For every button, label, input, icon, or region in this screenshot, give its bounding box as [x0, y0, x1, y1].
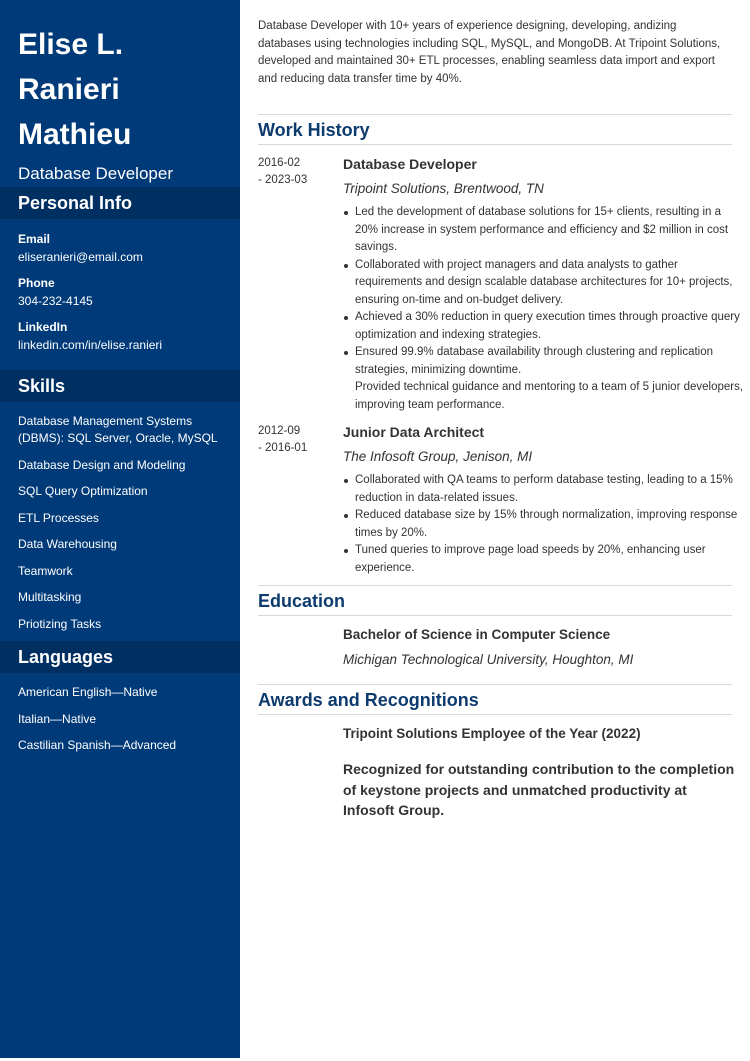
sidebar — [0, 0, 240, 1058]
personal-info-heading: Personal Info — [0, 187, 240, 219]
professional-summary: Database Developer with 10+ years of experience designing, developing, andizing databases using technologies including SQL, MySQL, and MongoDB. At Tripoint Solutions, developed and maintained 30+ ETL processes, enabling seamless data import and export and reducing data transfer time by 40%. — [258, 20, 721, 85]
candidate-name — [0, 0, 240, 157]
job-title: Database Developer — [343, 156, 477, 172]
linkedin-block — [18, 319, 228, 353]
email-block — [18, 231, 228, 265]
skill-item: Priotizing Tasks — [18, 616, 102, 631]
job-dates: 2016-02 - 2023-03 — [258, 157, 308, 186]
phone-block — [18, 275, 228, 309]
list-item: Ensured 99.9% database availability through clustering and replication strategies, minimizing downtime. — [355, 344, 745, 379]
name-line-3: Mathieu — [18, 118, 132, 151]
list-item: Tuned queries to improve page load speeds by 20%, enhancing user experience. — [355, 542, 745, 577]
skill-item: Database Management Systems (DBMS): SQL Server, Oracle, MySQL — [18, 414, 218, 445]
divider — [258, 144, 732, 145]
skill-item: Data Warehousing — [18, 537, 117, 551]
list-item: Collaborated with project managers and data analysts to gather requirements and design scalable database architectures for 10+ projects, ensuring on-time and on-budget delivery. — [355, 257, 745, 310]
award-description: Recognized for outstanding contribution to the completion of keystone projects and unmatched productivity at Infosoft Group. — [343, 761, 735, 818]
job-title: Database Developer — [18, 164, 173, 183]
divider — [258, 114, 732, 115]
linkedin-value: linkedin.com/in/elise.ranieri — [18, 338, 163, 352]
job-bullets — [343, 472, 745, 577]
education-school: Michigan Technological University, Houghton, MI — [343, 652, 634, 667]
languages-heading: Languages — [0, 641, 240, 673]
divider — [258, 714, 732, 715]
list-item: Achieved a 30% reduction in query execution times through proactive query optimization and indexing strategies. — [355, 309, 745, 344]
award-title: Tripoint Solutions Employee of the Year (2022) — [343, 726, 641, 741]
language-item: Italian—Native — [18, 711, 97, 726]
job-bullets — [343, 204, 745, 414]
job-title: Junior Data Architect — [343, 424, 485, 440]
job-company: Tripoint Solutions, Brentwood, TN — [343, 181, 544, 196]
languages-list — [18, 684, 233, 764]
work-history-heading: Work History — [258, 120, 370, 140]
name-line-2: Ranieri — [18, 73, 120, 106]
awards-heading: Awards and Recognitions — [258, 690, 479, 710]
list-item: Reduced database size by 15% through normalization, improving response times by 20%. — [355, 507, 745, 542]
list-item: Collaborated with QA teams to perform database testing, leading to a 15% reduction in data-related issues. — [355, 472, 745, 507]
email-value: eliseranieri@email.com — [18, 250, 143, 264]
skill-item: ETL Processes — [18, 510, 99, 525]
name-line-1: Elise L. — [18, 28, 124, 61]
phone-label: Phone — [18, 276, 55, 290]
skill-item: SQL Query Optimization — [18, 484, 148, 498]
skills-list — [18, 413, 233, 642]
job-dates: 2012-09 - 2016-01 — [258, 425, 308, 454]
divider — [258, 585, 732, 586]
job-company: The Infosoft Group, Jenison, MI — [343, 449, 533, 464]
divider — [258, 615, 732, 616]
skill-item: Teamwork — [18, 563, 73, 578]
phone-value: 304-232-4145 — [18, 294, 93, 308]
education-degree: Bachelor of Science in Computer Science — [343, 627, 611, 642]
language-item: Castilian Spanish—Advanced — [18, 738, 177, 752]
email-label: Email — [18, 232, 51, 246]
list-item: Led the development of database solutions for 15+ clients, resulting in a 20% increase in system performance and efficiency and $2 million in cost savings. — [355, 204, 745, 257]
list-item: Provided technical guidance and mentoring to a team of 5 junior developers, improving team performance. — [355, 381, 744, 411]
skill-item: Database Design and Modeling — [18, 457, 186, 472]
skills-heading: Skills — [0, 370, 240, 402]
education-heading: Education — [258, 591, 346, 611]
divider — [258, 684, 732, 685]
linkedin-label: LinkedIn — [18, 320, 68, 334]
skill-item: Multitasking — [18, 590, 82, 604]
language-item: American English—Native — [18, 685, 158, 699]
